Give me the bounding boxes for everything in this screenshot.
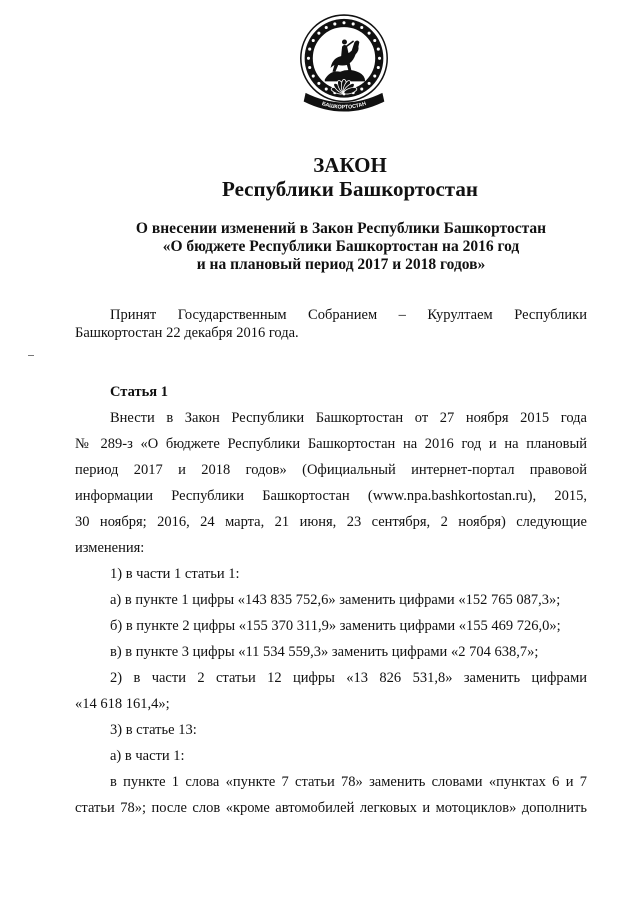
article-body <box>75 405 587 821</box>
emblem-ornament-dot <box>373 39 376 42</box>
coat-of-arms-icon <box>296 12 392 118</box>
emblem-ornament-dot <box>333 22 336 25</box>
emblem-ornament-dot <box>317 32 320 35</box>
text-line: статьи 78»; после слов «кроме автомобилей легковых и мотоциклов» дополнить <box>75 800 587 816</box>
paragraph <box>75 665 587 717</box>
adoption-note <box>75 306 587 342</box>
text-line: изменения: <box>75 540 145 556</box>
emblem-ornament-dot <box>360 26 363 29</box>
title-law: ЗАКОН <box>313 153 387 177</box>
emblem-ornament-dot <box>368 82 371 85</box>
text-line: 1) в части 1 статьи 1: <box>110 566 240 582</box>
emblem-ornament-dot <box>342 21 345 24</box>
scan-mark <box>28 355 34 356</box>
adoption-line: Принят Государственным Собранием – Курултаем Республики <box>110 307 587 323</box>
emblem-ornament-dot <box>378 57 381 60</box>
emblem-ornament-dot <box>368 32 371 35</box>
text-line: б) в пункте 2 цифры «155 370 311,9» заменить цифрами «155 469 726,0»; <box>110 618 561 634</box>
text-line: период 2017 и 2018 годов» (Официальный интернет-портал правовой <box>75 462 587 478</box>
law-heading <box>75 220 607 274</box>
paragraph <box>75 405 587 561</box>
text-line: Внести в Закон Республики Башкортостан от 27 ноября 2015 года <box>110 410 587 426</box>
text-line: в) в пункте 3 цифры «11 534 559,3» заменить цифрами «2 704 638,7»; <box>110 644 539 660</box>
emblem-ornament-dot <box>352 22 355 25</box>
text-line: 2) в части 2 статьи 12 цифры «13 826 531,8» заменить цифрами <box>110 670 587 686</box>
emblem-rider-head <box>342 39 347 44</box>
paragraph <box>75 769 587 821</box>
emblem-ornament-dot <box>325 26 328 29</box>
emblem-ornament-dot <box>377 48 380 51</box>
text-line: информации Республики Башкортостан (www.npa.bashkortostan.ru), 2015, <box>75 488 587 504</box>
heading-line: и на плановый период 2017 и 2018 годов» <box>196 256 486 273</box>
emblem-ornament-dot <box>360 88 363 91</box>
emblem-ornament-dot <box>325 88 328 91</box>
paragraph <box>75 717 587 743</box>
emblem-ornament-dot <box>308 48 311 51</box>
document-title <box>75 153 625 201</box>
emblem-ornament-dot <box>377 66 380 69</box>
emblem-ornament-dot <box>307 57 310 60</box>
emblem-ornament-dot <box>312 75 315 78</box>
heading-line: «О бюджете Республики Башкортостан на 2016 год <box>162 238 520 255</box>
text-line: а) в части 1: <box>110 748 185 764</box>
text-line: в пункте 1 слова «пункте 7 статьи 78» заменить словами «пунктах 6 и 7 <box>110 774 587 790</box>
paragraph <box>75 587 587 613</box>
paragraph <box>75 613 587 639</box>
emblem-ornament-dot <box>312 39 315 42</box>
heading-line: О внесении изменений в Закон Республики Башкортостан <box>135 220 547 237</box>
text-line: «14 618 161,4»; <box>75 696 170 712</box>
title-republic: Республики Башкортостан <box>222 177 478 201</box>
text-line: № 289-з «О бюджете Республики Башкортостан на 2016 год и на плановый <box>75 436 587 452</box>
text-line: 3) в статье 13: <box>110 722 197 738</box>
text-line: 30 ноября; 2016, 24 марта, 21 июня, 23 сентября, 2 ноября) следующие <box>75 514 587 530</box>
paragraph <box>75 639 587 665</box>
paragraph <box>75 743 587 769</box>
article-title: Статья 1 <box>110 384 168 400</box>
emblem-ornament-dot <box>308 66 311 69</box>
emblem-ribbon-label: БАШКОРТОСТАН <box>321 101 367 111</box>
paragraph <box>75 561 587 587</box>
text-line: а) в пункте 1 цифры «143 835 752,6» заменить цифрами «152 765 087,3»; <box>110 592 561 608</box>
adoption-line: Башкортостан 22 декабря 2016 года. <box>75 325 299 341</box>
emblem-ornament-dot <box>373 75 376 78</box>
emblem-ornament-dot <box>317 82 320 85</box>
